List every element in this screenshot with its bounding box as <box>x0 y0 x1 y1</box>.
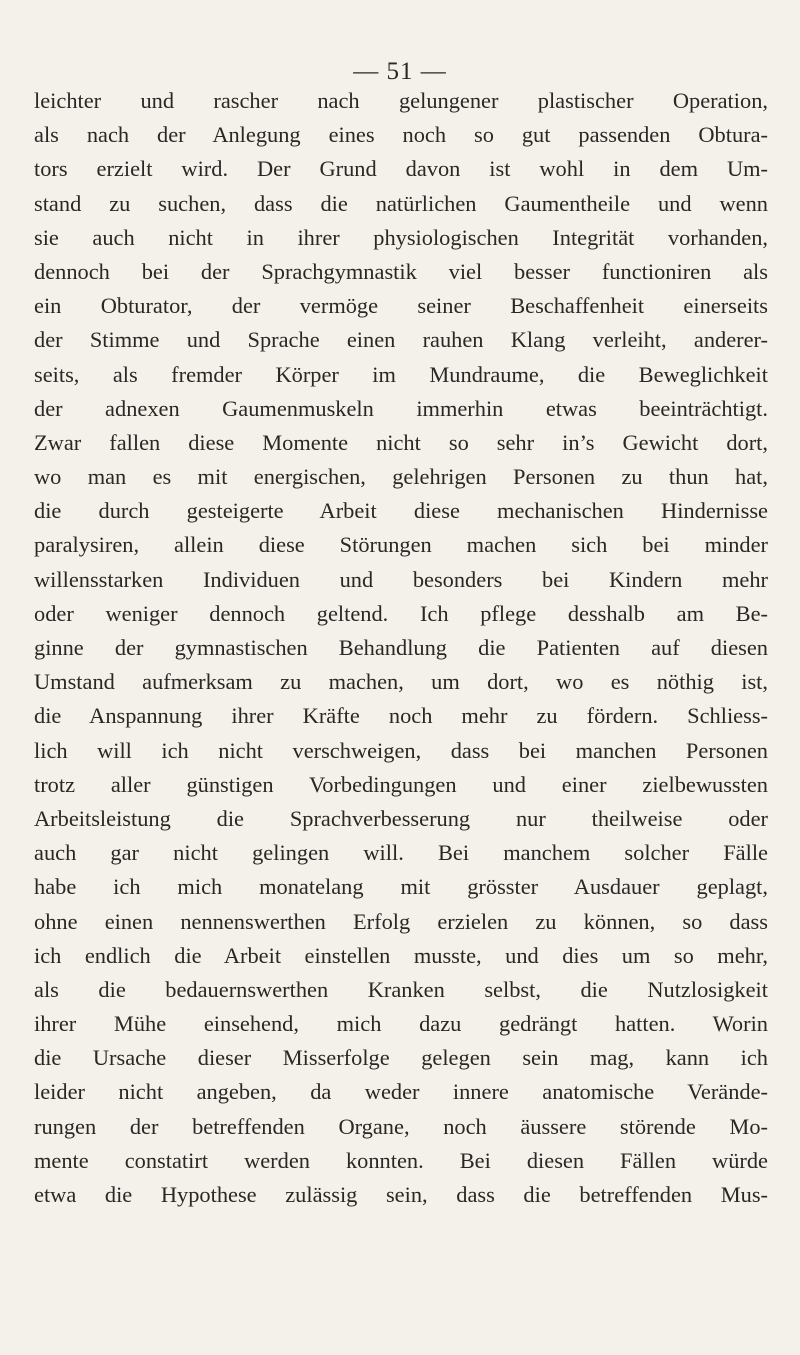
text-line: willensstarken Individuen und besonders bei Kindern mehr <box>34 566 768 592</box>
text-line: Zwar fallen diese Momente nicht so sehr in’s Gewicht dort, <box>34 429 768 455</box>
text-line: ich endlich die Arbeit einstellen musste, und dies um so mehr, <box>34 942 768 968</box>
text-line: stand zu suchen, dass die natürlichen Gaumentheile und wenn <box>34 190 768 216</box>
text-line: paralysiren, allein diese Störungen machen sich bei minder <box>34 532 768 558</box>
text-line: trotz aller günstigen Vorbedingungen und einer zielbewussten <box>34 771 768 797</box>
text-line: die Ursache dieser Misserfolge gelegen sein mag, kann ich <box>34 1045 768 1071</box>
text-line: der Stimme und Sprache einen rauhen Klang verleiht, anderer- <box>34 327 768 353</box>
text-line: seits, als fremder Körper im Mundraume, die Beweglichkeit <box>34 361 768 387</box>
page-number: — 51 — <box>353 58 447 85</box>
text-line: etwa die Hypothese zulässig sein, dass die betreffenden Mus- <box>34 1182 768 1207</box>
text-line: rungen der betreffenden Organe, noch äussere störende Mo- <box>34 1113 768 1139</box>
text-line: Umstand aufmerksam zu machen, um dort, wo es nöthig ist, <box>34 669 768 695</box>
text-line: habe ich mich monatelang mit grösster Ausdauer geplagt, <box>34 874 768 900</box>
text-line: ohne einen nennenswerthen Erfolg erzielen zu können, so dass <box>34 908 768 934</box>
body-text <box>34 84 768 1212</box>
text-line: wo man es mit energischen, gelehrigen Personen zu thun hat, <box>34 464 768 490</box>
text-line: als nach der Anlegung eines noch so gut passenden Obtura- <box>34 122 768 148</box>
text-line: ginne der gymnastischen Behandlung die Patienten auf diesen <box>34 635 768 660</box>
text-line: die Anspannung ihrer Kräfte noch mehr zu fördern. Schliess- <box>34 703 768 729</box>
text-line: als die bedauernswerthen Kranken selbst, die Nutzlosigkeit <box>34 976 768 1002</box>
text-line: sie auch nicht in ihrer physiologischen Integrität vorhanden, <box>34 224 768 250</box>
text-line: ihrer Mühe einsehend, mich dazu gedrängt hatten. Worin <box>34 1011 768 1037</box>
text-line: dennoch bei der Sprachgymnastik viel besser functioniren als <box>34 258 768 284</box>
text-line: tors erzielt wird. Der Grund davon ist wohl in dem Um- <box>34 156 768 182</box>
text-line: Arbeitsleistung die Sprachverbesserung nur theilweise oder <box>34 805 768 831</box>
text-line: auch gar nicht gelingen will. Bei manchem solcher Fälle <box>34 840 768 866</box>
text-line: oder weniger dennoch geltend. Ich pflege desshalb am Be- <box>34 600 768 626</box>
text-line: mente constatirt werden konnten. Bei diesen Fällen würde <box>34 1147 768 1173</box>
text-line: leichter und rascher nach gelungener plastischer Operation, <box>34 88 768 113</box>
text-line: lich will ich nicht verschweigen, dass bei manchen Personen <box>34 737 768 763</box>
text-line: ein Obturator, der vermöge seiner Beschaffenheit einerseits <box>34 293 768 319</box>
text-line: der adnexen Gaumenmuskeln immerhin etwas beeinträchtigt. <box>34 395 768 421</box>
text-line: leider nicht angeben, da weder innere anatomische Verände- <box>34 1079 768 1105</box>
text-line: die durch gesteigerte Arbeit diese mechanischen Hindernisse <box>34 498 768 524</box>
